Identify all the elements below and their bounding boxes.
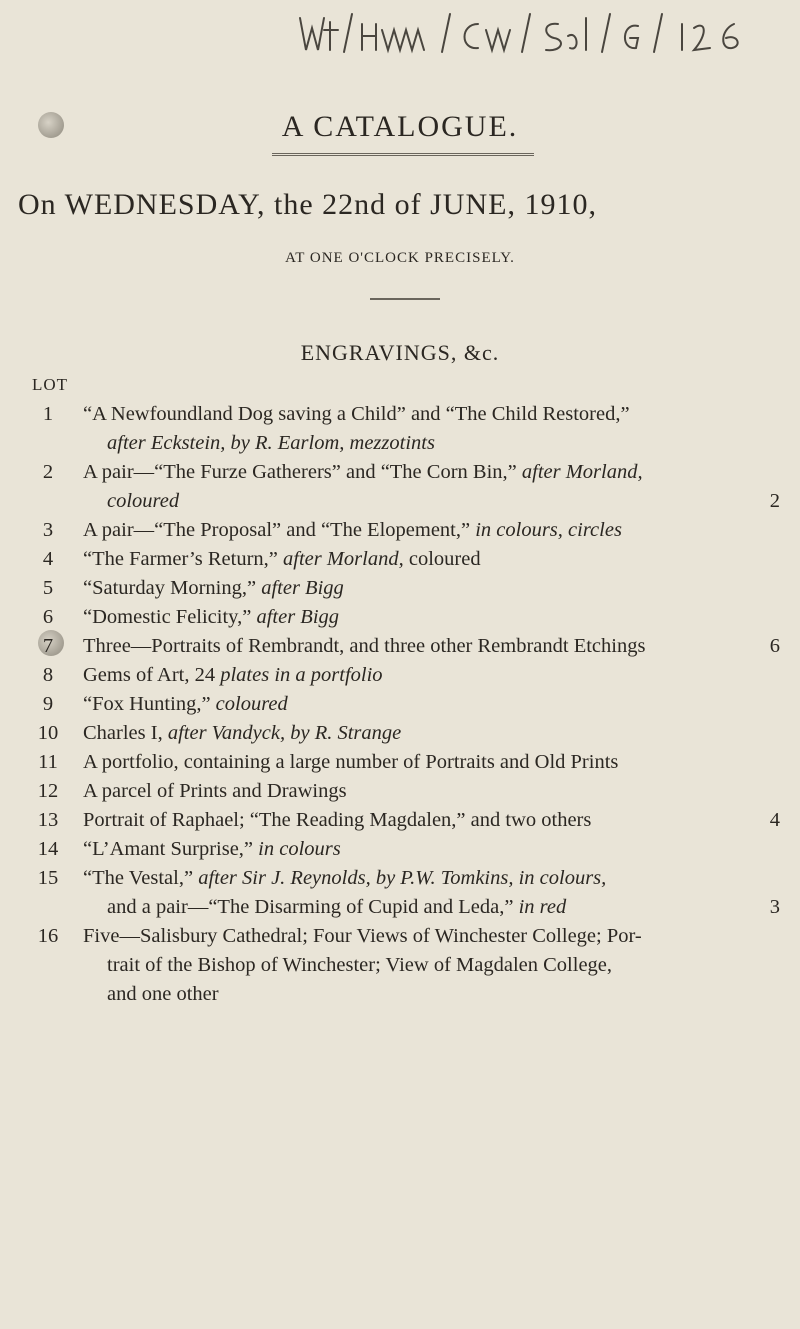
lot-description <box>83 632 780 661</box>
lot-number: 12 <box>37 780 59 802</box>
lot-description-line: Portrait of Raphael; “The Reading Magdalen,” and two others <box>83 809 592 831</box>
lot-description <box>83 661 780 690</box>
handwritten-annotation <box>290 0 800 60</box>
lot-entry <box>0 922 800 1009</box>
lot-description <box>83 690 780 719</box>
lot-description-line: “The Farmer’s Return,” after Morland, coloured <box>83 548 481 570</box>
lot-description-line: A portfolio, containing a large number of Portraits and Old Prints <box>83 751 619 773</box>
divider <box>370 298 440 300</box>
lot-description-line: Gems of Art, 24 plates in a portfolio <box>83 664 383 686</box>
lot-quantity: 6 <box>769 635 780 657</box>
lot-number: 5 <box>42 577 54 599</box>
lot-number: 8 <box>42 664 54 686</box>
lot-description-line: “Saturday Morning,” after Bigg <box>83 577 344 599</box>
lot-description-line: Three—Portraits of Rembrandt, and three other Rembrandt Etchings <box>83 635 646 657</box>
lot-column-header: LOT <box>32 375 69 394</box>
lot-number: 6 <box>42 606 54 628</box>
lot-entry <box>0 806 800 835</box>
lot-description-line: after Eckstein, by R. Earlom, mezzotints <box>107 432 435 454</box>
lot-entry <box>0 690 800 719</box>
lot-description-line: and a pair—“The Disarming of Cupid and Leda,” in red <box>107 896 567 918</box>
lot-description <box>83 400 780 458</box>
lot-entry <box>0 661 800 690</box>
lot-entry <box>0 400 800 458</box>
lot-description-line: A pair—“The Proposal” and “The Elopement,” in colours, circles <box>83 519 622 541</box>
lot-description-line: “Fox Hunting,” coloured <box>83 693 288 715</box>
lot-list <box>0 400 800 1009</box>
lot-description-line: “A Newfoundland Dog saving a Child” and “The Child Restored,” <box>83 403 630 425</box>
lot-description <box>83 545 780 574</box>
page-title: A CATALOGUE. <box>281 110 519 143</box>
lot-entry <box>0 864 800 922</box>
lot-number: 15 <box>37 867 59 889</box>
lot-entry <box>0 777 800 806</box>
lot-entry <box>0 748 800 777</box>
lot-description-line: Five—Salisbury Cathedral; Four Views of Winchester College; Por- <box>83 925 642 947</box>
lot-number: 3 <box>42 519 54 541</box>
lot-number: 2 <box>42 461 54 483</box>
lot-description-line: A pair—“The Furze Gatherers” and “The Corn Bin,” after Morland, <box>83 461 643 483</box>
lot-description <box>83 835 780 864</box>
lot-description-line: “The Vestal,” after Sir J. Reynolds, by P.W. Tomkins, in colours, <box>83 867 607 889</box>
lot-entry <box>0 574 800 603</box>
lot-entry <box>0 835 800 864</box>
lot-entry <box>0 632 800 661</box>
lot-description-line: and one other <box>107 983 219 1005</box>
lot-entry <box>0 458 800 516</box>
lot-description <box>83 458 780 516</box>
lot-description-line: A parcel of Prints and Drawings <box>83 780 347 802</box>
lot-description <box>83 603 780 632</box>
sale-date: On WEDNESDAY, the 22nd of JUNE, 1910, <box>18 188 597 221</box>
lot-entry <box>0 719 800 748</box>
lot-number: 4 <box>42 548 54 570</box>
lot-description <box>83 806 780 835</box>
lot-entry <box>0 603 800 632</box>
title-underline <box>272 153 534 156</box>
lot-number: 11 <box>38 751 58 773</box>
section-heading: ENGRAVINGS, &c. <box>300 340 500 365</box>
lot-number: 13 <box>37 809 59 831</box>
lot-description <box>83 748 780 777</box>
sale-time: AT ONE O'CLOCK PRECISELY. <box>285 250 515 266</box>
lot-quantity: 3 <box>769 896 780 918</box>
lot-description-line: coloured <box>107 490 180 512</box>
lot-description-line: Charles I, after Vandyck, by R. Strange <box>83 722 402 744</box>
lot-quantity: 2 <box>769 490 780 512</box>
lot-description <box>83 574 780 603</box>
lot-number: 1 <box>42 403 54 425</box>
lot-description-line: trait of the Bishop of Winchester; View of Magdalen College, <box>107 954 613 976</box>
lot-number: 10 <box>37 722 59 744</box>
lot-number: 14 <box>37 838 59 860</box>
lot-quantity: 4 <box>769 809 780 831</box>
lot-number: 9 <box>42 693 54 715</box>
lot-description <box>83 516 780 545</box>
lot-description-line: “L’Amant Surprise,” in colours <box>83 838 341 860</box>
lot-number: 7 <box>42 635 54 657</box>
lot-entry <box>0 545 800 574</box>
lot-number: 16 <box>37 925 59 947</box>
lot-entry <box>0 516 800 545</box>
lot-description <box>83 777 780 806</box>
lot-description-line: “Domestic Felicity,” after Bigg <box>83 606 340 628</box>
lot-description <box>83 719 780 748</box>
lot-description <box>83 864 780 922</box>
lot-description <box>83 922 780 1009</box>
